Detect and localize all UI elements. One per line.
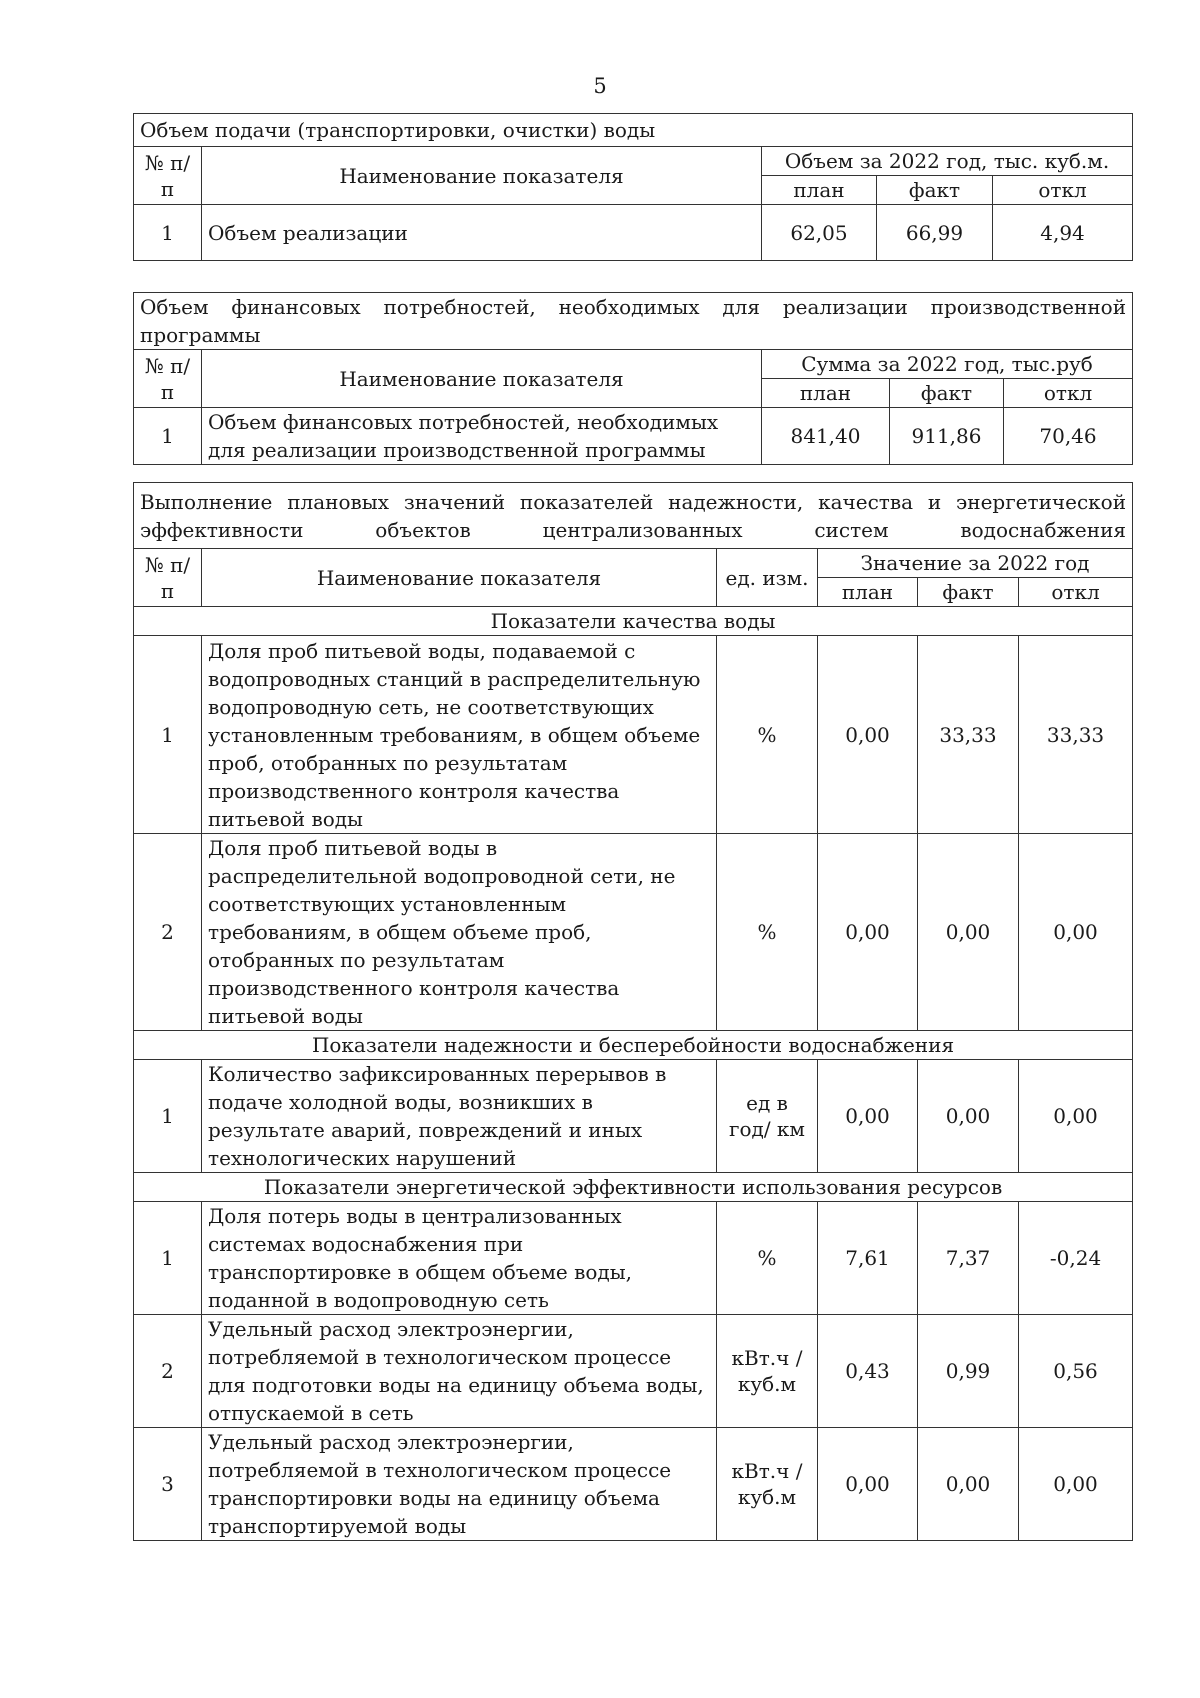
row-number: 1 [134,1202,202,1315]
col-header-name: Наименование показателя [202,549,717,607]
row-fact: 66,99 [877,205,993,261]
col-header-name: Наименование показателя [202,147,762,205]
row-name: Объем финансовых потребностей, необходимых для реализации производственной программы [202,408,762,465]
row-plan: 0,00 [818,1428,918,1541]
supply-volume-table [133,113,1133,261]
col-header-fact: факт [890,379,1004,408]
table-caption: Объем подачи (транспортировки, очистки) воды [134,114,1133,147]
row-unit: кВт.ч / куб.м [717,1315,818,1428]
page-number: 5 [593,74,607,98]
row-number: 1 [134,205,202,261]
table-row [134,1428,1133,1541]
col-header-number: № п/п [134,549,202,607]
row-fact: 0,00 [918,834,1019,1031]
row-unit: ед в год/ км [717,1060,818,1173]
row-fact: 0,99 [918,1315,1019,1428]
row-plan: 0,00 [818,1060,918,1173]
row-number: 3 [134,1428,202,1541]
row-plan: 7,61 [818,1202,918,1315]
row-plan: 0,00 [818,636,918,834]
col-header-deviation: откл [993,176,1133,205]
row-deviation: 0,00 [1019,834,1133,1031]
row-name: Удельный расход электроэнергии, потребляемой в технологическом процессе для подготовки воды на единицу объема воды, отпускаемой в сеть [202,1315,717,1428]
row-unit: % [717,1202,818,1315]
col-header-plan: план [762,379,890,408]
row-plan: 0,00 [818,834,918,1031]
row-unit: кВт.ч / куб.м [717,1428,818,1541]
row-name: Объем реализации [202,205,762,261]
table-caption [134,483,1133,549]
table-row [134,834,1133,1031]
row-name: Удельный расход электроэнергии, потребляемой в технологическом процессе транспортировки воды на единицу объема транспортируемой воды [202,1428,717,1541]
row-fact: 911,86 [890,408,1004,465]
row-name: Доля потерь воды в централизованных системах водоснабжения при транспортировке в общем объеме воды, поданной в водопроводную сеть [202,1202,717,1315]
col-header-group: Сумма за 2022 год, тыс.руб [762,350,1133,379]
performance-indicators-table [133,482,1133,1541]
table-row [134,408,1133,465]
row-number: 2 [134,1315,202,1428]
financial-needs-table [133,292,1133,465]
col-header-fact: факт [918,578,1019,607]
col-header-number: № п/п [134,350,202,408]
row-fact: 33,33 [918,636,1019,834]
table-caption [134,293,1133,350]
table-row [134,1315,1133,1428]
row-deviation: 33,33 [1019,636,1133,834]
row-fact: 0,00 [918,1428,1019,1541]
col-header-number: № п/п [134,147,202,205]
col-header-fact: факт [877,176,993,205]
section-title-reliability: Показатели надежности и бесперебойности водоснабжения [134,1031,1133,1060]
col-header-name: Наименование показателя [202,350,762,408]
row-plan: 0,43 [818,1315,918,1428]
table-caption-text: Объем финансовых потребностей, необходимых для реализации производственной программы [140,295,1127,347]
row-unit: % [717,636,818,834]
row-deviation: -0,24 [1019,1202,1133,1315]
row-plan: 62,05 [762,205,877,261]
col-header-plan: план [762,176,877,205]
section-title-energy-efficiency: Показатели энергетической эффективности использования ресурсов [134,1173,1133,1202]
row-name: Доля проб питьевой воды в распределительной водопроводной сети, не соответствующих установленным требованиям, в общем объеме проб, отобранных по результатам производственного контроля качества питьевой воды [202,834,717,1031]
row-plan: 841,40 [762,408,890,465]
col-header-group: Значение за 2022 год [818,549,1133,578]
table-row [134,205,1133,261]
col-header-unit: ед. изм. [717,549,818,607]
row-deviation: 0,00 [1019,1060,1133,1173]
row-deviation: 0,00 [1019,1428,1133,1541]
table-row [134,636,1133,834]
row-number: 1 [134,1060,202,1173]
row-number: 1 [134,636,202,834]
col-header-deviation: откл [1004,379,1133,408]
row-name: Количество зафиксированных перерывов в подаче холодной воды, возникших в результате аварий, повреждений и иных технологических нарушений [202,1060,717,1173]
table-row [134,1202,1133,1315]
col-header-group: Объем за 2022 год, тыс. куб.м. [762,147,1133,176]
col-header-deviation: откл [1019,578,1133,607]
row-deviation: 70,46 [1004,408,1133,465]
row-number: 2 [134,834,202,1031]
table-row [134,1060,1133,1173]
row-deviation: 4,94 [993,205,1133,261]
row-unit: % [717,834,818,1031]
row-deviation: 0,56 [1019,1315,1133,1428]
row-fact: 0,00 [918,1060,1019,1173]
row-fact: 7,37 [918,1202,1019,1315]
table-caption-text: Выполнение плановых значений показателей надежности, качества и энергетической эффективности объектов централизованных систем водоснабжения [140,489,1127,542]
row-number: 1 [134,408,202,465]
col-header-plan: план [818,578,918,607]
section-title-water-quality: Показатели качества воды [134,607,1133,636]
row-name: Доля проб питьевой воды, подаваемой с водопроводных станций в распределительную водопроводную сеть, не соответствующих установленным требованиям, в общем объеме проб, отобранных по результатам производственного контроля качества питьевой воды [202,636,717,834]
